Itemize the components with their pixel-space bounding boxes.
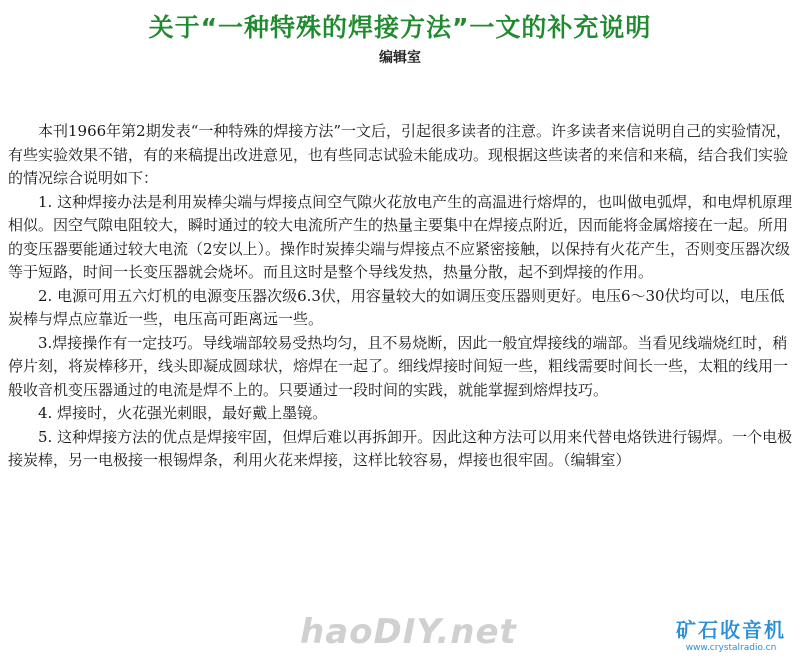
intro-paragraph: 本刊1966年第2期发表“一种特殊的焊接方法”一文后，引起很多读者的注意。许多读者来信说明自己的实验情况，有些实验效果不错，有的来稿提出改进意见，也有些同志试验未能成功。现根据这些读者的来信和来稿，结合我们实验的情况综合说明如下： bbox=[8, 122, 792, 187]
byline: 编辑室 bbox=[379, 50, 421, 66]
point-1-paragraph: 1. 这种焊接办法是利用炭棒尖端与焊接点间空气隙火花放电产生的高温进行熔焊的，也叫做电弧焊，和电焊机原理相似。因空气隙电阻较大，瞬时通过的较大电流所产生的热量主要集中在焊接点附近，因而能将金属熔接在一起。所用的变压器要能通过较大电流（2安以上）。操作时炭捧尖端与焊接点不应紧密接触，以保持有火花产生，否则变压器次级等于短路，时间一长变压器就会烧坏。而且这时是整个导线发热，热量分散，起不到焊接的作用。 bbox=[8, 192, 793, 281]
crystalradio-watermark-title: 矿石收音机 bbox=[676, 618, 786, 642]
article-body bbox=[8, 120, 794, 473]
point-2-paragraph: 2. 电源可用五六灯机的电源变压器次级6.3伏，用容量较大的如调压变压器则更好。电压6～30伏均可以，电压低炭棒与焊点应靠近一些，电压高可距离远一些。 bbox=[8, 286, 785, 328]
point-4-paragraph: 4. 焊接时，火花强光刺眼，最好戴上墨镜。 bbox=[38, 404, 328, 422]
page-title: 关于“一种特殊的焊接方法”一文的补充说明 bbox=[148, 13, 652, 42]
crystalradio-watermark bbox=[666, 614, 796, 653]
crystalradio-watermark-url: www.crystalradio.cn bbox=[685, 643, 777, 653]
point-5-paragraph: 5. 这种焊接方法的优点是焊接牢固，但焊后难以再拆卸开。因此这种方法可以用来代替电烙铁进行锡焊。一个电极接炭棒，另一电极接一根锡焊条，利用火花来焊接，这样比较容易，焊接也很牢固。（编辑室） bbox=[8, 427, 793, 469]
point-3-paragraph: 3.焊接操作有一定技巧。导线端部较易受热均匀，且不易烧断，因此一般宜焊接线的端部。当看见线端烧红时，稍停片刻，将炭棒移开，线头即凝成圆球状，熔焊在一起了。细线焊接时间短一些，粗线需要时间长一些，太粗的线用一般收音机变压器通过的电流是焊不上的。只要通过一段时间的实践，就能掌握到熔焊技巧。 bbox=[8, 333, 789, 399]
haodiy-watermark: haoDIY.net bbox=[300, 612, 517, 652]
